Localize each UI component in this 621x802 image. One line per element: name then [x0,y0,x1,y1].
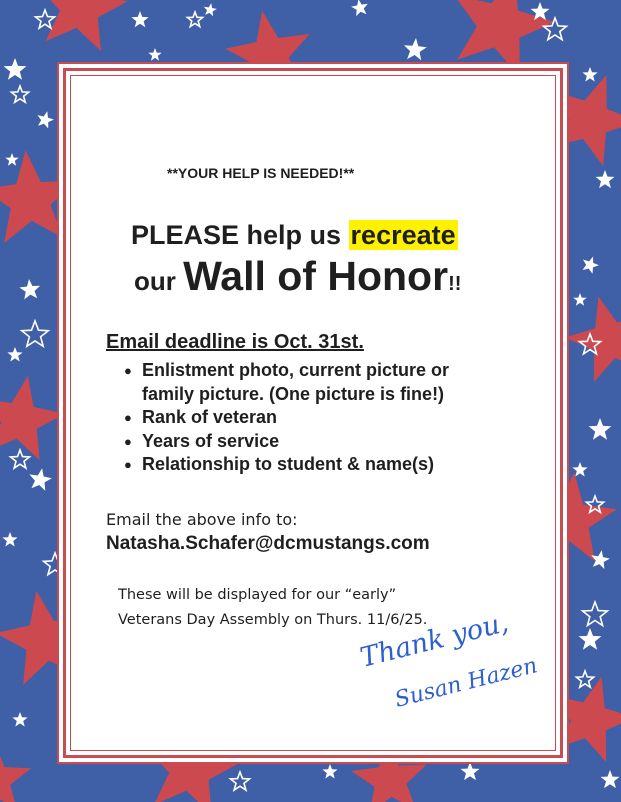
highlighted-word: recreate [350,220,456,250]
display-note: These will be displayed for our “early” Veterans Day Assembly on Thurs. 11/6/25. [118,587,428,628]
help-needed-heading: **YOUR HELP IS NEEDED!** [167,165,355,181]
list-item: ● Enlistment photo, current picture or family picture. (One picture is fine!) [124,359,449,406]
email-deadline: Email deadline is Oct. 31st. [106,331,364,353]
svg-text:Thank you,: Thank you, [357,607,512,674]
headline-line-2: our Wall of Honor!! [134,253,462,299]
headline-line-1: PLEASE help us recreate [131,220,456,250]
wall-of-honor-title: Wall of Honor [183,253,449,299]
requirements-list [124,359,449,477]
svg-text:Susan Hazen: Susan Hazen [392,653,541,713]
email-address: Natasha.Schafer@dcmustangs.com [106,533,430,554]
email-label: Email the above info to: [106,510,298,529]
handwritten-signature [355,605,550,720]
list-item: ● Years of service [124,430,449,454]
list-item: ● Rank of veteran [124,406,449,430]
list-item: ● Relationship to student & name(s) [124,453,449,477]
